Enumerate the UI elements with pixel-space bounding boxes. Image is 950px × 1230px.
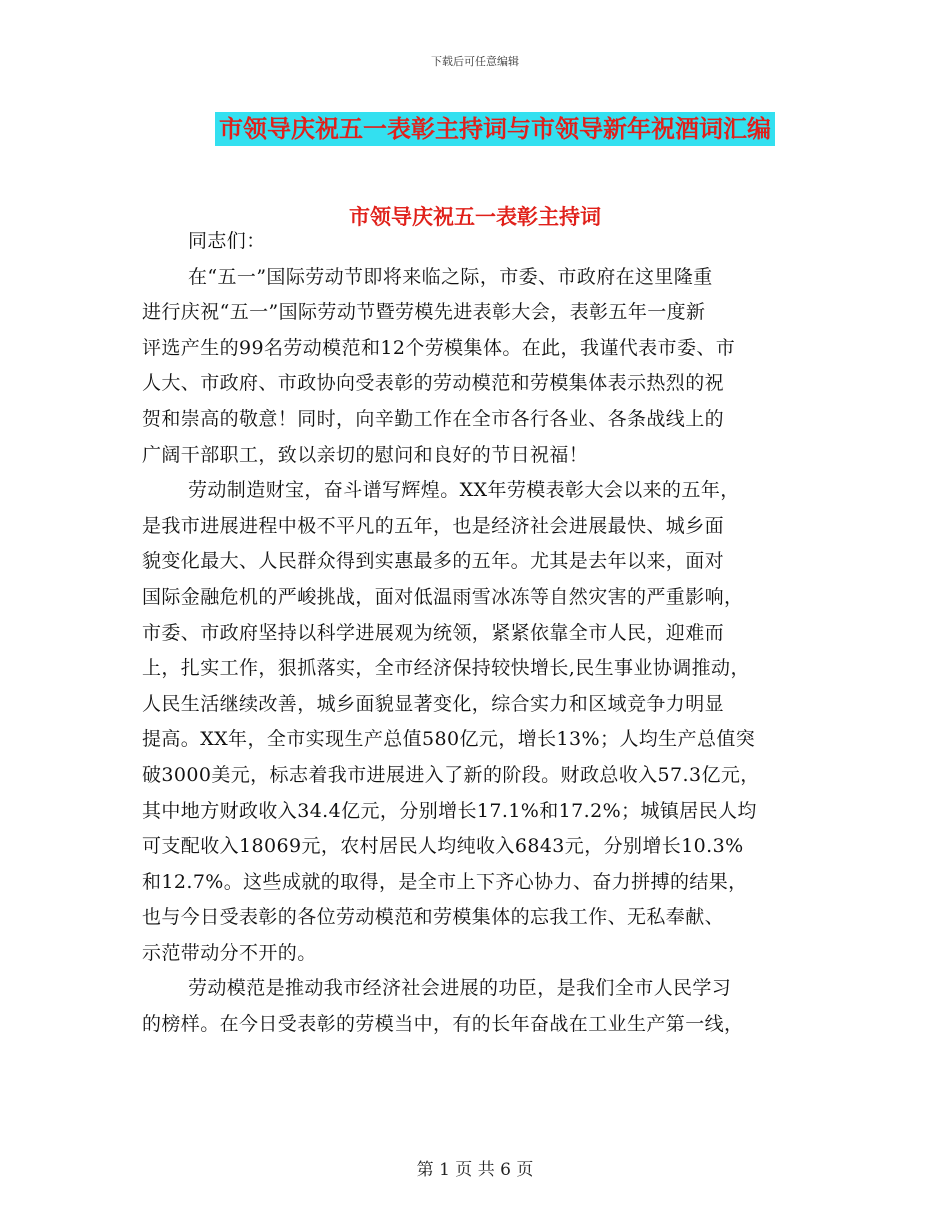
sub-title: 市领导庆祝五一表彰主持词 — [349, 205, 601, 229]
text-line: 在“五一”国际劳动节即将来临之际，市委、市政府在这里隆重 — [188, 265, 713, 288]
text-line: 貌变化最大、人民群众得到实惠最多的五年。尤其是去年以来，面对 — [142, 550, 725, 573]
body-text — [142, 224, 822, 1043]
text-line: 可支配收入18069元，农村居民人均纯收入6843元，分别增长10.3% — [142, 835, 744, 858]
paragraph-3 — [142, 971, 822, 1042]
text-line: 国际金融危机的严峻挑战，面对低温雨雪冰冻等自然灾害的严重影响， — [142, 585, 744, 608]
text-line: 破3000美元，标志着我市进展进入了新的阶段。财政总收入57.3亿元， — [142, 763, 760, 786]
header-note: 下载后可任意编辑 — [431, 55, 519, 68]
main-title: 市领导庆祝五一表彰主持词与市领导新年祝酒词汇编 — [215, 112, 775, 146]
paragraph-2 — [142, 473, 822, 971]
text-line: 人民生活继续改善，城乡面貌显著变化，综合实力和区域竞争力明显 — [142, 692, 725, 715]
text-line: 贺和崇高的敬意！同时，向辛勤工作在全市各行各业、各条战线上的 — [142, 407, 725, 430]
text-line: 评选产生的99名劳动模范和12个劳模集体。在此，我谨代表市委、市 — [142, 336, 736, 359]
text-line: 的榜样。在今日受表彰的劳模当中，有的长年奋战在工业生产第一线， — [142, 1013, 744, 1036]
text-line: 提高。XX年，全市实现生产总值580亿元，增长13%；人均生产总值突 — [142, 728, 756, 751]
text-line: 市委、市政府坚持以科学进展观为统领，紧紧依靠全市人民，迎难而 — [142, 621, 725, 644]
paragraph-greeting — [142, 224, 822, 260]
page-footer: 第 1 页 共 6 页 — [416, 1160, 534, 1180]
text-line: 示范带动分不开的。 — [142, 941, 317, 964]
paragraph-1 — [142, 260, 822, 474]
text-line: 上，扎实工作，狠抓落实，全市经济保持较快增长,民生事业协调推动， — [142, 657, 750, 680]
text-line: 和12.7%。这些成就的取得，是全市上下齐心协力、奋力拼搏的结果， — [142, 870, 748, 893]
text-line: 劳动模范是推动我市经济社会进展的功臣，是我们全市人民学习 — [188, 977, 732, 1000]
text-line: 人大、市政府、市政协向受表彰的劳动模范和劳模集体表示热烈的祝 — [142, 372, 725, 395]
text-line: 也与今日受表彰的各位劳动模范和劳模集体的忘我工作、无私奉献、 — [142, 906, 725, 929]
text-line: 广阔干部职工，致以亲切的慰问和良好的节日祝福！ — [142, 443, 589, 466]
text-line: 劳动制造财宝，奋斗谱写辉煌。XX年劳模表彰大会以来的五年， — [188, 479, 740, 502]
text-line: 同志们： — [188, 230, 266, 252]
text-line: 其中地方财政收入34.4亿元，分别增长17.1%和17.2%；城镇居民人均 — [142, 799, 757, 822]
text-line: 是我市进展进程中极不平凡的五年，也是经济社会进展最快、城乡面 — [142, 514, 725, 537]
text-line: 进行庆祝“五一”国际劳动节暨劳模先进表彰大会，表彰五年一度新 — [142, 301, 706, 324]
main-title-wrap — [0, 112, 950, 146]
